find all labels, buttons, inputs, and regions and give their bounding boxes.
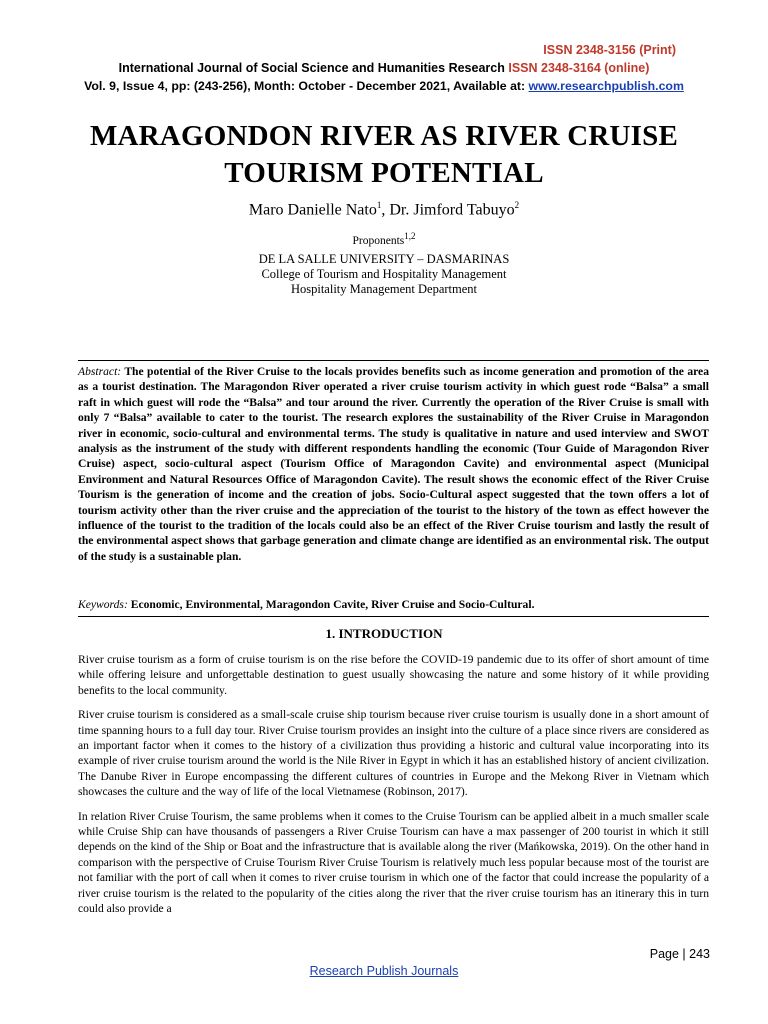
author-2: Dr. Jimford Tabuyo <box>389 201 515 219</box>
author-separator: , <box>381 201 390 219</box>
issn-print: ISSN 2348-3156 (Print) <box>543 43 676 57</box>
publisher-link[interactable]: Research Publish Journals <box>309 964 459 978</box>
abstract-label: Abstract: <box>78 365 122 378</box>
author-1-affil: 1 <box>376 200 382 210</box>
college: College of Tourism and Hospitality Management <box>261 267 507 281</box>
authors <box>0 200 768 219</box>
volume-line <box>0 79 768 93</box>
abstract-bottom-rule <box>78 616 709 617</box>
affiliation <box>0 252 768 297</box>
page-number: Page | 243 <box>649 947 710 961</box>
paper-title: MARAGONDON RIVER AS RIVER CRUISE TOURISM POTENTIAL <box>89 120 679 189</box>
abstract-text: The potential of the River Cruise to the locals provides benefits such as income generation and promotion of the area as a tourist destination. The Maragondon River operated a river cruise tourism activity in which guest rode “Balsa” a small raft in which guest will rode the “Balsa” and tour around the river. Currently the operation of the River Cruise is small with only 7 “Balsa” available to cater to the tourist. The research explores the sustainability of the River Cruise in Maragondon river in economic, socio-cultural and environmental terms. The study is qualitative in nature and used interview and SWOT analysis as the instrument of the study with different respondents handling the economic (Tour Guide of Maragondon River Cruise) aspect, socio-cultural aspect (Tourism Office of Maragondon Cavite) and environmental aspect (Municipal Environment and Natural Resources Office of Maragondon Cavite). The result shows the economic effect of the River Cruise Tourism is the generation of income and the creation of jobs. Socio-Cultural aspect suggested that the town offers a lot of tourism activity other than the river cruise and the appreciation of the tourist to the history of the town as effect however the influence of the tourist to the tradition of the locals could also be an effect of the River Cruise tourism and lastly the result of the environmental aspect shows that garbage generation and climate change are identified as an environmental risk. The output of the study is a sustainable plan. <box>78 365 710 563</box>
issn-online: ISSN 2348-3164 (online) <box>508 61 650 75</box>
paragraph: River cruise tourism is considered as a small-scale cruise ship tourism because river cruise tourism is usually done in a short amount of time spanning hours to a full day tour. River Cruise tourism provides an insight into the culture of a place since rivers are considered as an important factor when it comes to the history of a civilization thus providing a historic and cultural value incorporating into its example of river cruise tourism around the world is the Nile River in Egypt in which it has an established history of ancient civilization. The Danube River in Europe encompassing the different cultures of countries in Europe and the Mekong River in Vietnam which showcases the culture and the way of life of the local Vietnamese (Robinson, 2017). <box>78 708 709 799</box>
paragraph: River cruise tourism as a form of cruise tourism is on the rise before the COVID-19 pandemic due to its offer of short amount of time while offering leisure and unforgettable destination to guest usually showcasing the nature and some history of it while providing benefits to the local community. <box>78 653 709 697</box>
proponents-label: Proponents <box>352 234 405 247</box>
keywords <box>78 598 709 611</box>
introduction-body <box>78 652 709 926</box>
journal-header <box>0 61 768 75</box>
section-heading-introduction: 1. INTRODUCTION <box>325 626 443 641</box>
proponents <box>0 231 768 247</box>
author-1: Maro Danielle Nato <box>248 201 377 219</box>
department: Hospitality Management Department <box>290 282 478 296</box>
author-2-affil: 2 <box>514 200 520 210</box>
abstract-top-rule <box>78 360 709 361</box>
volume-info: Vol. 9, Issue 4, pp: (243-256), Month: October - December 2021, Available at: <box>84 79 526 93</box>
university: DE LA SALLE UNIVERSITY – DASMARINAS <box>258 252 510 266</box>
journal-name: International Journal of Social Science and Humanities Research <box>118 61 505 75</box>
keywords-label: Keywords: <box>78 598 128 611</box>
abstract <box>78 364 709 564</box>
website-link[interactable]: www.researchpublish.com <box>528 79 684 93</box>
proponents-sup: 1,2 <box>404 231 416 241</box>
keywords-text: Economic, Environmental, Maragondon Cavite, River Cruise and Socio-Cultural. <box>130 598 535 611</box>
paragraph: In relation River Cruise Tourism, the same problems when it comes to the Cruise Tourism can be applied albeit in a much smaller scale while Cruise Ship can have thousands of passengers a River Cruise Tourism can have a max passenger of 200 tourist in which it still depends on the kind of the Ship or Boat and the infrastructure that is available along the river (Mańkowska, 2019). On the other hand in comparison with the perspective of Cruise Tourism River Cruise Tourism is relatively much less popular because most of the tourist are not familiar with the port of call when it comes to river cruise tourism in which one of the factor that could increase the popularity of a river cruise tourism is the related to the popularity of the cities along the river that the river cruise tourism has an itinerary this in turn could also provide a <box>78 809 709 916</box>
